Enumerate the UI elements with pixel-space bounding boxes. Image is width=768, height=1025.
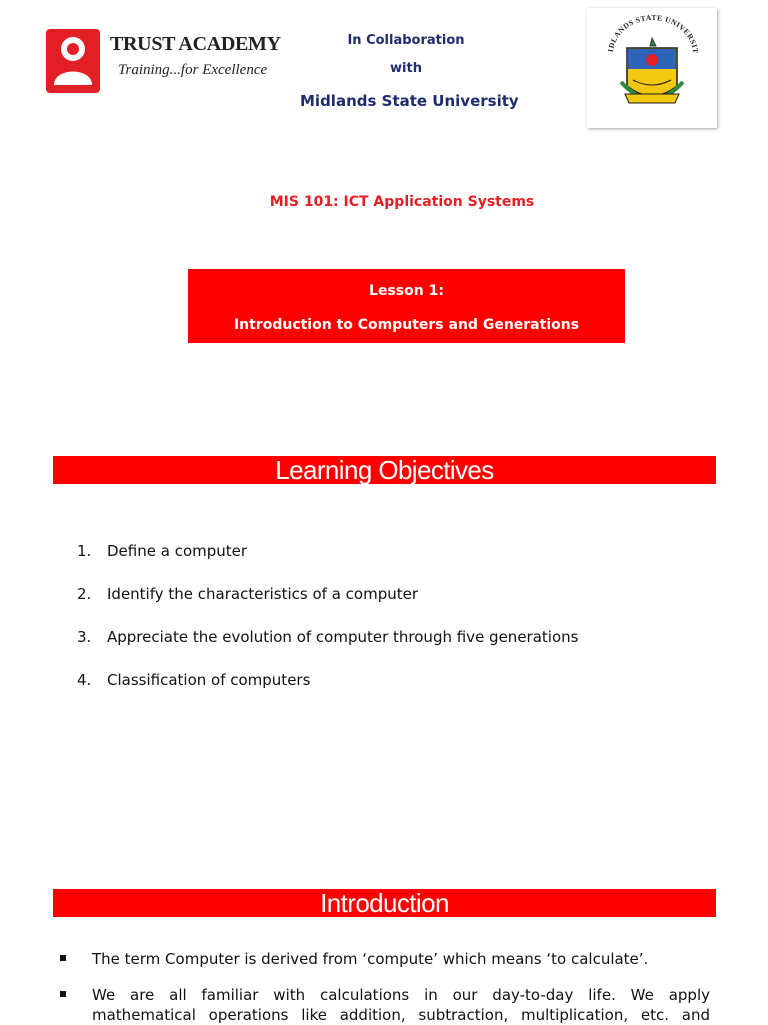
bullet-square-icon xyxy=(60,955,66,961)
section-heading: Introduction xyxy=(320,888,449,918)
lesson-number: Lesson 1: xyxy=(369,283,444,299)
svg-text:MIDLANDS STATE UNIVERSITY: IDLANDS STATE UNIVERSIT xyxy=(606,12,701,55)
objective-number: 4. xyxy=(77,671,92,689)
person-icon xyxy=(46,29,100,93)
bullet-square-icon xyxy=(60,991,66,997)
intro-bullet-text: We are all familiar with calculations in our day-to-day life. We apply xyxy=(92,986,710,1004)
brand-tagline: Training...for Excellence xyxy=(118,62,268,78)
objective-item xyxy=(77,542,247,560)
lesson-banner xyxy=(188,269,625,343)
objective-number: 2. xyxy=(77,585,92,603)
trust-academy-logo xyxy=(46,29,100,93)
objective-item xyxy=(77,585,418,603)
objective-text: Identify the characteristics of a computer xyxy=(107,585,418,603)
objective-text: Define a computer xyxy=(107,542,248,560)
objective-number: 3. xyxy=(77,628,92,646)
objective-number: 1. xyxy=(77,542,92,560)
objective-text: Appreciate the evolution of computer through five generations xyxy=(107,628,579,646)
collaboration-with-text: with xyxy=(390,61,422,76)
intro-bullet-text-continued: mathematical operations like addition, subtraction, multiplication, etc. and xyxy=(92,1006,710,1024)
learning-objectives-header xyxy=(53,456,716,484)
objective-text: Classification of computers xyxy=(107,671,311,689)
brand-name: TRUST ACADEMY xyxy=(110,33,281,55)
university-crest-icon xyxy=(587,8,717,128)
intro-bullet-text: The term Computer is derived from ‘compute’ which means ‘to calculate’. xyxy=(92,950,649,968)
introduction-header xyxy=(53,889,716,917)
section-heading: Learning Objectives xyxy=(275,455,494,485)
university-seal xyxy=(587,8,717,128)
objective-item xyxy=(77,671,310,689)
collaboration-text: In Collaboration xyxy=(347,33,465,48)
partner-university-name: Midlands State University xyxy=(300,92,519,110)
course-title: MIS 101: ICT Application Systems xyxy=(269,194,535,210)
lesson-title: Introduction to Computers and Generations xyxy=(233,317,580,333)
objective-item xyxy=(77,628,578,646)
